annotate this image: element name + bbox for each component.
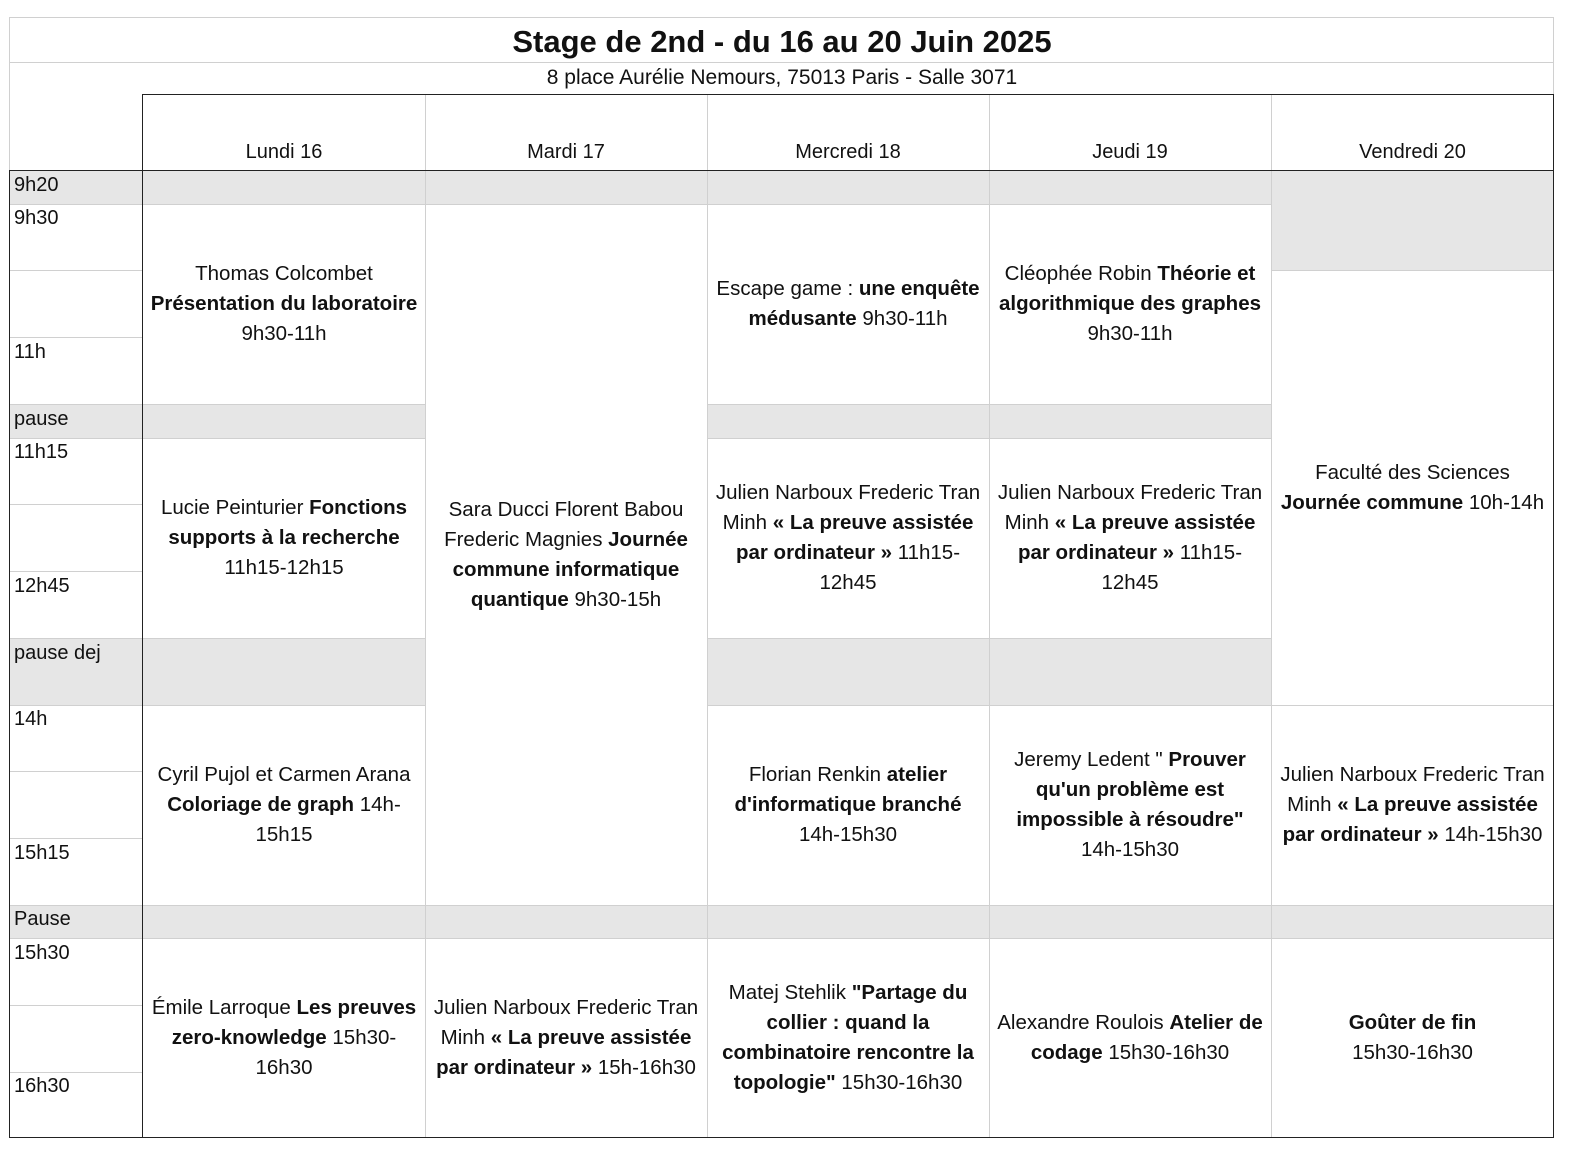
event-speaker: Émile Larroque: [151, 995, 291, 1019]
event-mardi-2: [425, 938, 707, 1137]
event-speaker: Escape game :: [716, 277, 854, 300]
page-subtitle: 8 place Aurélie Nemours, 75013 Paris - Salle 3071: [546, 66, 1018, 89]
event-jeudi-3: [989, 705, 1271, 905]
event-mercredi-2: [707, 438, 989, 638]
event-time: 11h15-12h45: [1101, 541, 1243, 594]
event-time: 11h15-12h45: [819, 541, 961, 594]
event-speaker: Thomas Colcombet: [195, 262, 373, 285]
event-title: Goûter de fin: [1348, 1010, 1477, 1034]
event-time: 9h30-11h: [1087, 322, 1173, 345]
event-time: 10h-14h: [1468, 490, 1545, 514]
event-lundi-2: [143, 438, 425, 638]
event-title: « La preuve assistée par ordinateur »: [436, 1025, 692, 1079]
event-mardi-1: [425, 204, 707, 905]
event-title: une enquête médusante: [748, 277, 980, 330]
day-header-lundi: Lundi 16: [245, 141, 323, 163]
event-time: 9h30-11h: [241, 322, 327, 345]
time-label: Pause: [14, 908, 71, 930]
event-lundi-4: [143, 938, 425, 1137]
event-lundi-3: [143, 705, 425, 905]
grid-line: [10, 838, 143, 839]
event-speaker: Lucie Peinturier: [160, 496, 304, 519]
event-time: 14h-15h30: [1080, 838, 1180, 861]
time-label: 16h30: [14, 1075, 70, 1097]
event-title: "Partage du collier : quand la combinatoire rencontre la topologie": [722, 980, 974, 1094]
event-title: Journée commune informatique quantique: [452, 527, 688, 611]
event-time: 14h-15h15: [255, 793, 401, 846]
event-speaker: Julien Narboux Frederic Tran Minh: [1280, 763, 1545, 816]
event-speaker: Alexandre Roulois: [997, 1010, 1164, 1034]
table-border-left: [9, 170, 10, 1138]
event-title: atelier d'informatique branché: [734, 763, 962, 816]
event-speaker: Jeremy Ledent ": [1014, 748, 1163, 771]
grid-line: [10, 337, 143, 338]
table-border-top: [142, 94, 1554, 95]
event-time: 15h30-16h30: [255, 1025, 397, 1079]
grid-line: [10, 1005, 143, 1006]
event-title: « La preuve assistée par ordinateur »: [1017, 511, 1256, 564]
time-label: 9h30: [14, 207, 59, 229]
time-label: pause dej: [14, 642, 101, 664]
event-speaker: Cyril Pujol et Carmen Arana: [157, 763, 411, 786]
event-lundi-1: [143, 204, 425, 404]
time-label: pause: [14, 408, 69, 430]
grid-line: [10, 504, 143, 505]
event-time: 15h-16h30: [597, 1055, 696, 1079]
band-pausedej-lundi: [143, 638, 425, 705]
page-title: Stage de 2nd - du 16 au 20 Juin 2025: [512, 24, 1052, 59]
grid-line: [10, 771, 143, 772]
table-border-header: [9, 170, 1554, 171]
event-mercredi-1: [707, 204, 989, 404]
event-time: 15h30-16h30: [1352, 1040, 1473, 1064]
event-vendredi-3: [1271, 938, 1554, 1137]
grid-line: [10, 638, 425, 639]
event-time: 9h30-11h: [862, 307, 948, 330]
event-speaker: Florian Renkin: [748, 763, 882, 786]
grid-line: [10, 62, 1554, 63]
time-label: 11h: [14, 341, 46, 363]
grid-line: [10, 1072, 143, 1073]
grid-line: [10, 571, 143, 572]
time-label: 15h15: [14, 842, 70, 864]
event-title: Atelier de codage: [1030, 1010, 1263, 1064]
grid-line: [10, 404, 425, 405]
event-mercredi-3: [707, 705, 989, 905]
grid-line: [10, 905, 1554, 906]
table-border-bottom: [9, 1137, 1554, 1138]
event-title: Prouver qu'un problème est impossible à résoudre": [1016, 748, 1246, 831]
time-label: 12h45: [14, 575, 70, 597]
event-title: Fonctions supports à la recherche: [168, 496, 408, 549]
event-mercredi-4: [707, 938, 989, 1137]
band-vendredi-morning: [1271, 171, 1554, 270]
event-title: « La preuve assistée par ordinateur »: [735, 511, 974, 564]
band-pause2: [10, 905, 1554, 938]
event-vendredi-2: [1271, 705, 1554, 905]
event-speaker: Matej Stehlik: [728, 980, 846, 1004]
event-title: Coloriage de graph: [167, 793, 355, 816]
band-pause-lundi: [143, 404, 425, 438]
time-label: 9h20: [14, 174, 59, 196]
event-jeudi-1: [989, 204, 1271, 404]
event-jeudi-2: [989, 438, 1271, 638]
event-speaker: Sara Ducci Florent Babou Frederic Magnies: [444, 497, 684, 551]
grid-line: [10, 270, 143, 271]
event-vendredi-1: [1271, 270, 1554, 705]
event-time: 9h30-15h: [574, 587, 662, 611]
time-label: 14h: [14, 708, 48, 730]
day-header-mardi: Mardi 17: [527, 141, 605, 163]
day-header-mercredi: Mercredi 18: [795, 141, 901, 163]
event-title: Présentation du laboratoire: [150, 292, 418, 315]
day-header-vendredi: Vendredi 20: [1359, 141, 1466, 163]
time-label: 11h15: [14, 441, 69, 463]
event-speaker: Cléophée Robin: [1004, 262, 1152, 285]
event-speaker: Julien Narboux Frederic Tran Minh: [433, 995, 699, 1049]
grid-line: [10, 17, 1554, 18]
event-title: « La preuve assistée par ordinateur »: [1282, 793, 1538, 846]
event-time: 15h30-16h30: [1108, 1040, 1230, 1064]
event-title: Les preuves zero-knowledge: [171, 995, 417, 1049]
day-header-jeudi: Jeudi 19: [1092, 141, 1168, 163]
event-title: Théorie et algorithmique des graphes: [999, 262, 1261, 315]
event-time: 14h-15h30: [798, 823, 898, 846]
event-speaker: Julien Narboux Frederic Tran Minh: [997, 481, 1263, 534]
event-time: 15h30-16h30: [841, 1070, 963, 1094]
event-speaker: Julien Narboux Frederic Tran Minh: [715, 481, 981, 534]
event-title: Journée commune: [1280, 490, 1464, 514]
event-speaker: Faculté des Sciences: [1315, 460, 1510, 484]
event-time: 11h15-12h15: [224, 556, 344, 579]
event-time: 14h-15h30: [1444, 823, 1543, 846]
time-label: 15h30: [14, 942, 70, 964]
event-jeudi-4: [989, 938, 1271, 1137]
